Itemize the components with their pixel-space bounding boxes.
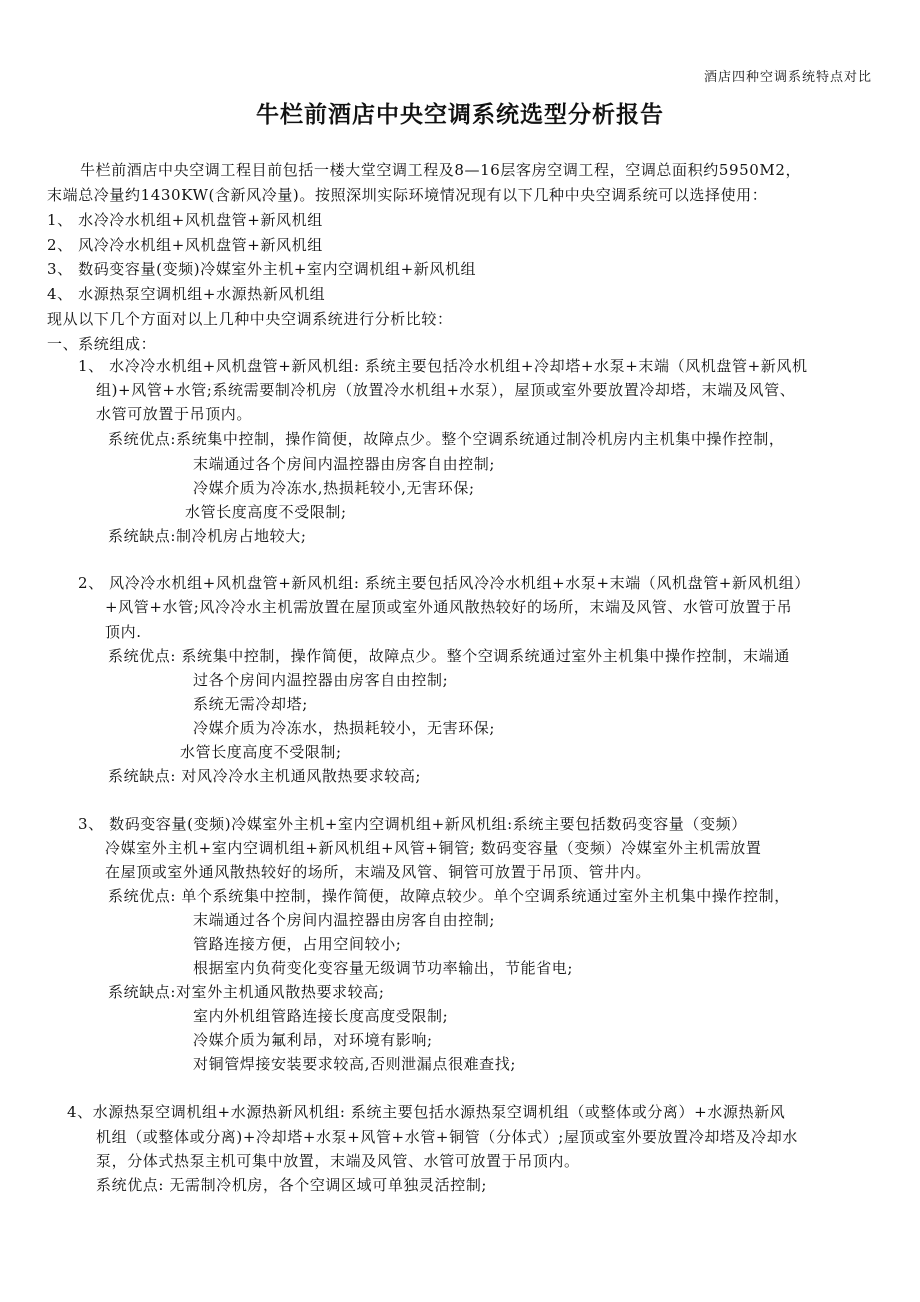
sys2-pros-item: 过各个房间内温控器由房客自由控制; bbox=[193, 671, 449, 689]
sys4-pros: 系统优点: 无需制冷机房，各个空调区域可单独灵活控制; bbox=[96, 1176, 488, 1194]
sys1-cons: 系统缺点:制冷机房占地较大; bbox=[108, 527, 307, 545]
sys2-pros-item: 系统无需冷却塔; bbox=[193, 695, 308, 713]
sys1-description: 组)+风管+水管;系统需要制冷机房（放置冷水机组+水泵），屋顶或室外要放置冷却塔，末端及风管、 bbox=[96, 381, 796, 399]
sys3-cons-item: 冷媒介质为氟利昂，对环境有影响; bbox=[193, 1031, 433, 1049]
sys3-description: 冷媒室外主机+室内空调机组+新风机组+风管+铜管; 数码变容量（变频）冷媒室外主机需放置 bbox=[105, 839, 762, 857]
sys2-pros: 系统优点: 系统集中控制，操作简便，故障点少。整个空调系统通过室外主机集中操作控制，末端通 bbox=[108, 647, 790, 665]
compare-line: 现从以下几个方面对以上几种中央空调系统进行分析比较： bbox=[47, 310, 453, 328]
sys2-pros-item: 冷媒介质为冷冻水，热损耗较小，无害环保; bbox=[193, 719, 496, 737]
intro-paragraph-line: 牛栏前酒店中央空调工程目前包括一楼大堂空调工程及8—16层客房空调工程，空调总面积约5950M2， bbox=[80, 161, 802, 179]
option-item: 3、 数码变容量(变频)冷媒室外主机+室内空调机组+新风机组 bbox=[47, 260, 477, 278]
sys1-pros-item: 水管长度高度不受限制; bbox=[185, 503, 347, 521]
sys4-description: 机组（或整体或分离)+冷却塔+水泵+风管+水管+铜管（分体式）;屋顶或室外要放置冷却塔及冷却水 bbox=[96, 1128, 798, 1146]
sys3-pros-item: 末端通过各个房间内温控器由房客自由控制; bbox=[193, 911, 496, 929]
running-header: 酒店四种空调系统特点对比 bbox=[703, 70, 872, 85]
sys4-description: 4、水源热泵空调机组+水源热新风机组: 系统主要包括水源热泵空调机组（或整体或分离）+水源热新风 bbox=[67, 1103, 786, 1121]
option-item: 2、 风冷冷水机组+风机盘管+新风机组 bbox=[47, 236, 323, 254]
sys1-pros-item: 冷媒介质为冷冻水,热损耗较小,无害环保; bbox=[193, 479, 475, 497]
sys3-cons-item: 对铜管焊接安装要求较高,否则泄漏点很难查找; bbox=[193, 1055, 517, 1073]
sys2-description: 顶内. bbox=[105, 623, 142, 641]
sys2-cons: 系统缺点: 对风冷冷水主机通风散热要求较高; bbox=[108, 767, 422, 785]
sys1-description: 水管可放置于吊顶内。 bbox=[96, 405, 253, 423]
sys1-pros-item: 末端通过各个房间内温控器由房客自由控制; bbox=[193, 455, 496, 473]
sys3-description: 在屋顶或室外通风散热较好的场所，末端及风管、铜管可放置于吊顶、管井内。 bbox=[105, 863, 652, 881]
sys3-pros-item: 根据室内负荷变化变容量无级调节功率输出，节能省电; bbox=[193, 959, 574, 977]
sys2-description: 2、 风冷冷水机组+风机盘管+新风机组: 系统主要包括风冷冷水机组+水泵+末端（风机盘管+新风机组） bbox=[78, 574, 810, 592]
option-item: 4、 水源热泵空调机组+水源热新风机组 bbox=[47, 285, 326, 303]
sys1-pros: 系统优点:系统集中控制，操作简便，故障点少。整个空调系统通过制冷机房内主机集中操作控制， bbox=[108, 430, 785, 448]
sys4-description: 泵，分体式热泵主机可集中放置，末端及风管、水管可放置于吊顶内。 bbox=[96, 1152, 580, 1170]
sys2-pros-item: 水管长度高度不受限制; bbox=[180, 743, 342, 761]
sys2-description: +风管+水管;风冷冷水主机需放置在屋顶或室外通风散热较好的场所，末端及风管、水管可放置于吊 bbox=[105, 598, 793, 616]
sys3-cons: 系统缺点:对室外主机通风散热要求较高; bbox=[108, 983, 385, 1001]
document-title: 牛栏前酒店中央空调系统选型分析报告 bbox=[256, 102, 664, 128]
sys3-cons-item: 室内外机组管路连接长度高度受限制; bbox=[193, 1007, 449, 1025]
sys3-description: 3、 数码变容量(变频)冷媒室外主机+室内空调机组+新风机组:系统主要包括数码变容量（变频） bbox=[78, 815, 747, 833]
sys3-pros-item: 管路连接方便，占用空间较小; bbox=[193, 935, 402, 953]
option-item: 1、 水冷冷水机组+风机盘管+新风机组 bbox=[47, 211, 323, 229]
sys3-pros: 系统优点: 单个系统集中控制，操作简便，故障点较少。单个空调系统通过室外主机集中操作控制， bbox=[108, 887, 790, 905]
section-heading: 一、系统组成： bbox=[47, 335, 157, 353]
sys1-description: 1、 水冷冷水机组+风机盘管+新风机组: 系统主要包括冷水机组+冷却塔+水泵+末端（风机盘管+新风机 bbox=[78, 357, 808, 375]
intro-paragraph-line: 末端总冷量约1430KW(含新风冷量)。按照深圳实际环境情况现有以下几种中央空调系统可以选择使用： bbox=[47, 186, 768, 204]
